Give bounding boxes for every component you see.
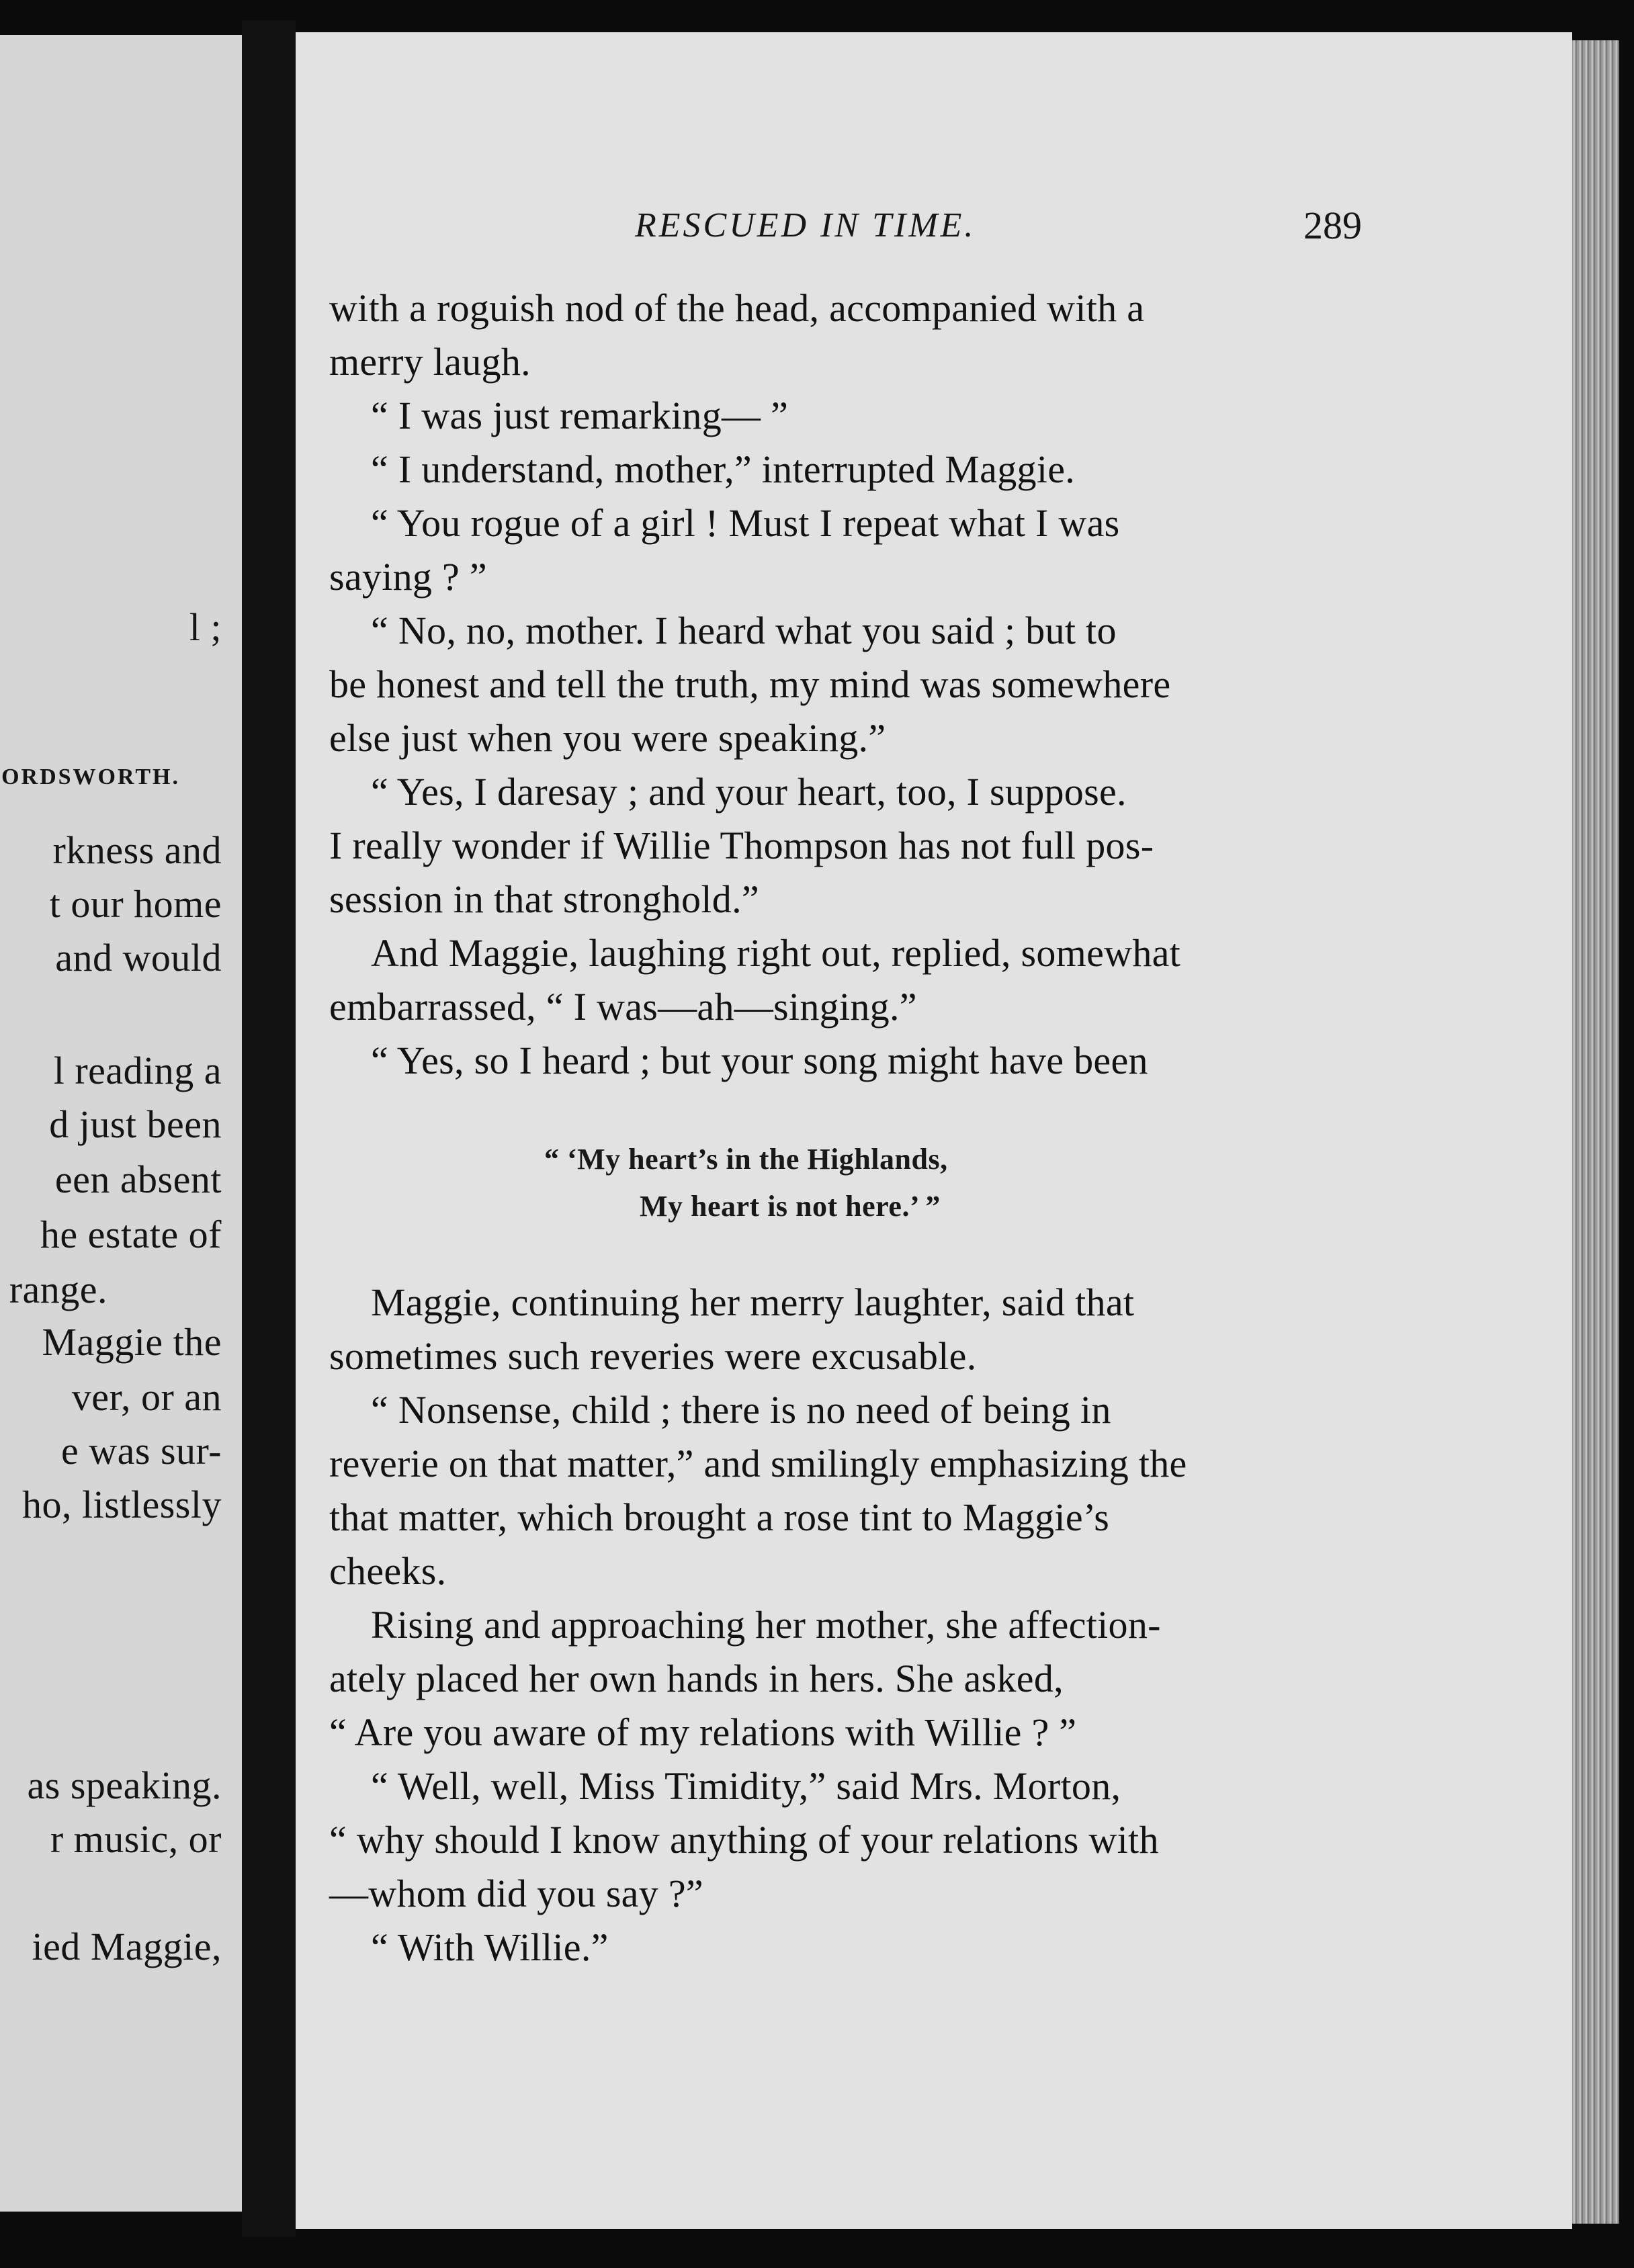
body-line: “ Nonsense, child ; there is no need of being in xyxy=(371,1388,1111,1432)
body-line: I really wonder if Willie Thompson has not full pos- xyxy=(329,824,1154,867)
body-line: sometimes such reveries were excusable. xyxy=(329,1334,977,1378)
right-page xyxy=(296,32,1572,2229)
body-line: merry laugh. xyxy=(329,340,531,384)
left-line: e was sur- xyxy=(61,1429,222,1473)
left-line: rkness and xyxy=(52,828,222,872)
left-line: t our home xyxy=(49,882,222,926)
left-line: l reading a xyxy=(53,1049,222,1092)
body-line: “ Are you aware of my relations with Willie ? ” xyxy=(329,1710,1077,1754)
body-line: And Maggie, laughing right out, replied, somewhat xyxy=(371,931,1181,975)
body-line: “ Well, well, Miss Timidity,” said Mrs. Morton, xyxy=(371,1764,1121,1808)
body-line: “ why should I know anything of your relations with xyxy=(329,1818,1159,1862)
left-line: r music, or xyxy=(50,1817,222,1861)
body-line: —whom did you say ?” xyxy=(329,1872,703,1915)
body-line: be honest and tell the truth, my mind was somewhere xyxy=(329,662,1171,706)
left-line: ORDSWORTH. xyxy=(1,765,180,789)
book-gutter xyxy=(242,20,296,2237)
body-line: “ Yes, so I heard ; but your song might have been xyxy=(371,1039,1148,1082)
body-line: “ I was just remarking— ” xyxy=(371,394,789,437)
body-line: reverie on that matter,” and smilingly emphasizing the xyxy=(329,1442,1187,1485)
page-edges xyxy=(1572,40,1619,2224)
body-line: that matter, which brought a rose tint to Maggie’s xyxy=(329,1495,1110,1539)
left-line: ver, or an xyxy=(71,1375,222,1419)
left-line: l ; xyxy=(189,605,222,649)
body-line: embarrassed, “ I was—ah—singing.” xyxy=(329,985,917,1029)
body-line: “ You rogue of a girl ! Must I repeat what I was xyxy=(371,501,1120,545)
left-line: een absent xyxy=(54,1158,222,1201)
body-line: “ With Willie.” xyxy=(371,1925,609,1969)
body-line: “ I understand, mother,” interrupted Maggie. xyxy=(371,447,1076,491)
left-line: ho, listlessly xyxy=(22,1483,222,1526)
body-line: with a roguish nod of the head, accompanied with a xyxy=(329,286,1145,330)
left-line: and would xyxy=(55,936,222,979)
body-line: session in that stronghold.” xyxy=(329,877,759,921)
left-page-fragment xyxy=(0,35,242,2212)
body-line: Maggie, continuing her merry laughter, said that xyxy=(371,1280,1135,1324)
left-line: d just been xyxy=(49,1102,222,1146)
left-line: he estate of xyxy=(40,1213,222,1256)
running-head-title: RESCUED IN TIME. xyxy=(635,206,976,245)
body-line: “ No, no, mother. I heard what you said ; but to xyxy=(371,609,1117,652)
body-line: saying ? ” xyxy=(329,555,487,599)
left-line: ied Maggie, xyxy=(32,1925,222,1968)
verse-line: My heart is not here.’ ” xyxy=(640,1190,941,1223)
body-line: cheeks. xyxy=(329,1549,447,1593)
left-line: as speaking. xyxy=(27,1763,222,1807)
body-line: “ Yes, I daresay ; and your heart, too, I suppose. xyxy=(371,770,1127,814)
body-line: ately placed her own hands in hers. She asked, xyxy=(329,1657,1064,1700)
body-line: else just when you were speaking.” xyxy=(329,716,886,760)
page-number: 289 xyxy=(1303,204,1362,247)
verse-line: “ ‘My heart’s in the Highlands, xyxy=(544,1143,948,1176)
left-line: range. xyxy=(9,1268,108,1311)
body-line: Rising and approaching her mother, she affection- xyxy=(371,1603,1161,1647)
left-line: Maggie the xyxy=(42,1320,222,1364)
